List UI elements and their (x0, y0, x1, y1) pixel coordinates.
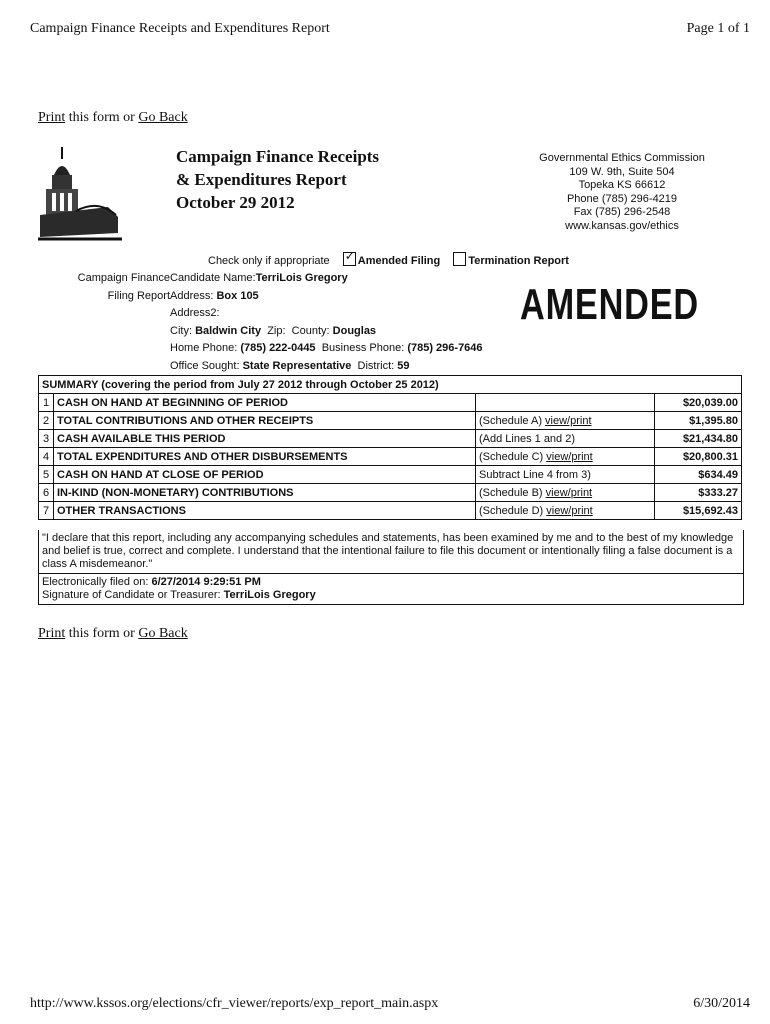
go-back-link[interactable]: Go Back (138, 626, 188, 641)
print-link[interactable]: Print (38, 110, 66, 125)
agency-city: Topeka KS 66612 (578, 179, 666, 191)
candidate-name-label: Candidate Name: (170, 272, 256, 284)
nav-separator-text: this form or (65, 110, 139, 125)
report-title (176, 145, 379, 214)
schedule-cell (476, 394, 655, 412)
agency-phone: Phone (785) 296-4219 (566, 192, 678, 205)
line-number: 6 (39, 484, 54, 502)
filed-on-label: Electronically filed on: (42, 576, 149, 588)
schedule-label: (Schedule A) (479, 414, 546, 427)
line-description: TOTAL CONTRIBUTIONS AND OTHER RECEIPTS (54, 412, 476, 430)
summary-row (39, 412, 742, 430)
agency-website: www.kansas.gov/ethics (565, 219, 679, 232)
agency-address-block (522, 152, 722, 233)
page-header-title: Campaign Finance Receipts and Expenditures Report (30, 21, 330, 36)
footer-url: http://www.kssos.org/elections/cfr_viewer/reports/exp_report_main.aspx (30, 996, 439, 1011)
check-prompt: Check only if appropriate (208, 255, 330, 267)
summary-row (39, 502, 742, 520)
kansas-capitol-seal-icon (38, 145, 122, 243)
city-label: City: (170, 324, 192, 337)
schedule-label: Subtract Line 4 from 3) (479, 468, 591, 481)
schedule-label: (Schedule D) (479, 504, 547, 517)
line-number: 5 (39, 466, 54, 484)
line-number: 7 (39, 502, 54, 520)
report-title-line2: & Expenditures Report (176, 170, 347, 189)
summary-row (39, 448, 742, 466)
nav-links-top (38, 110, 188, 126)
address-label: Address: (170, 289, 214, 302)
line-description: IN-KIND (NON-MONETARY) CONTRIBUTIONS (54, 484, 476, 502)
amended-stamp: AMENDED (520, 280, 699, 329)
declaration-text: "I declare that this report, including any accompanying schedules and statements, has been examined by me and to the best of my knowledge and belief is true, correct and complete. I understand that the intentional failure to file this document or intentionally filing a false document is a class A misdemeanor." (39, 530, 743, 574)
view-print-link[interactable]: view/print (546, 450, 593, 463)
declaration-box (38, 530, 744, 605)
footer-date: 6/30/2014 (693, 996, 750, 1011)
line-amount: $20,800.31 (655, 448, 742, 466)
business-phone-value: (785) 296-7646 (407, 342, 483, 354)
view-print-link[interactable]: view/print (545, 486, 593, 499)
office-value: State Representative (242, 359, 352, 372)
home-phone-label: Home Phone: (170, 342, 238, 354)
nav-links-bottom (38, 626, 188, 642)
schedule-label: (Add Lines 1 and 2) (479, 432, 576, 445)
schedule-cell (476, 502, 655, 520)
line-amount: $15,692.43 (655, 502, 742, 520)
schedule-cell (476, 412, 655, 430)
agency-name: Governmental Ethics Commission (539, 152, 705, 164)
summary-row (39, 430, 742, 448)
zip-label: Zip: (267, 324, 286, 337)
home-phone-value: (785) 222-0445 (240, 342, 316, 354)
checkmark-icon: ✓ (344, 249, 355, 263)
amended-filing-label: Amended Filing (357, 255, 441, 267)
line-description: CASH ON HAND AT CLOSE OF PERIOD (54, 466, 476, 484)
schedule-label: (Schedule B) (479, 486, 546, 499)
line-number: 2 (39, 412, 54, 430)
schedule-cell (476, 430, 655, 448)
line-description: CASH AVAILABLE THIS PERIOD (54, 430, 476, 448)
line-description: TOTAL EXPENDITURES AND OTHER DISBURSEMENTS (54, 448, 476, 466)
candidate-name: TerriLois Gregory (255, 272, 348, 284)
filed-on-value: 6/27/2014 9:29:51 PM (151, 576, 261, 588)
print-link[interactable]: Print (38, 626, 66, 641)
line-number: 3 (39, 430, 54, 448)
address2-label: Address2: (170, 307, 220, 319)
filing-signature (39, 574, 743, 604)
summary-row (39, 394, 742, 412)
summary-row (39, 466, 742, 484)
filing-type-checks (208, 249, 569, 267)
schedule-cell (476, 448, 655, 466)
candidate-info (50, 270, 483, 375)
district-value: 59 (397, 359, 410, 372)
summary-table (38, 375, 742, 520)
summary-row (39, 484, 742, 502)
schedule-cell (476, 466, 655, 484)
line-amount: $634.49 (655, 466, 742, 484)
view-print-link[interactable]: view/print (545, 414, 592, 427)
district-label: District: (357, 359, 395, 372)
report-title-line1: Campaign Finance Receipts (176, 147, 380, 166)
page-number: Page 1 of 1 (686, 21, 750, 36)
section-label-filing-report: Filing Report (107, 289, 170, 302)
line-number: 1 (39, 394, 54, 412)
business-phone-label: Business Phone: (321, 342, 405, 354)
schedule-label: (Schedule C) (479, 450, 547, 463)
nav-separator-text: this form or (65, 626, 139, 641)
line-amount: $20,039.00 (655, 394, 742, 412)
signature-value: TerriLois Gregory (223, 589, 316, 601)
line-number: 4 (39, 448, 54, 466)
go-back-link[interactable]: Go Back (138, 110, 188, 125)
address-value: Box 105 (216, 289, 259, 302)
summary-header: SUMMARY (covering the period from July 27 2012 through October 25 2012) (39, 376, 742, 394)
view-print-link[interactable]: view/print (546, 504, 593, 517)
line-amount: $333.27 (655, 484, 742, 502)
county-label: County: (291, 324, 330, 337)
summary-header-row (39, 376, 742, 394)
termination-report-label: Termination Report (468, 255, 569, 267)
city-value: Baldwin City (195, 324, 262, 337)
section-label-campaign-finance: Campaign Finance (77, 272, 170, 284)
report-date: October 29 2012 (176, 193, 295, 212)
line-amount: $21,434.80 (655, 430, 742, 448)
county-value: Douglas (332, 324, 377, 337)
schedule-cell (476, 484, 655, 502)
termination-report-checkbox[interactable] (453, 252, 466, 266)
agency-fax: Fax (785) 296-2548 (573, 206, 671, 218)
line-description: CASH ON HAND AT BEGINNING OF PERIOD (54, 394, 476, 412)
line-description: OTHER TRANSACTIONS (54, 502, 476, 520)
agency-street: 109 W. 9th, Suite 504 (569, 165, 675, 178)
signature-label: Signature of Candidate or Treasurer: (42, 589, 221, 601)
line-amount: $1,395.80 (655, 412, 742, 430)
amended-filing-checkbox[interactable] (343, 249, 356, 266)
office-label: Office Sought: (170, 359, 240, 372)
